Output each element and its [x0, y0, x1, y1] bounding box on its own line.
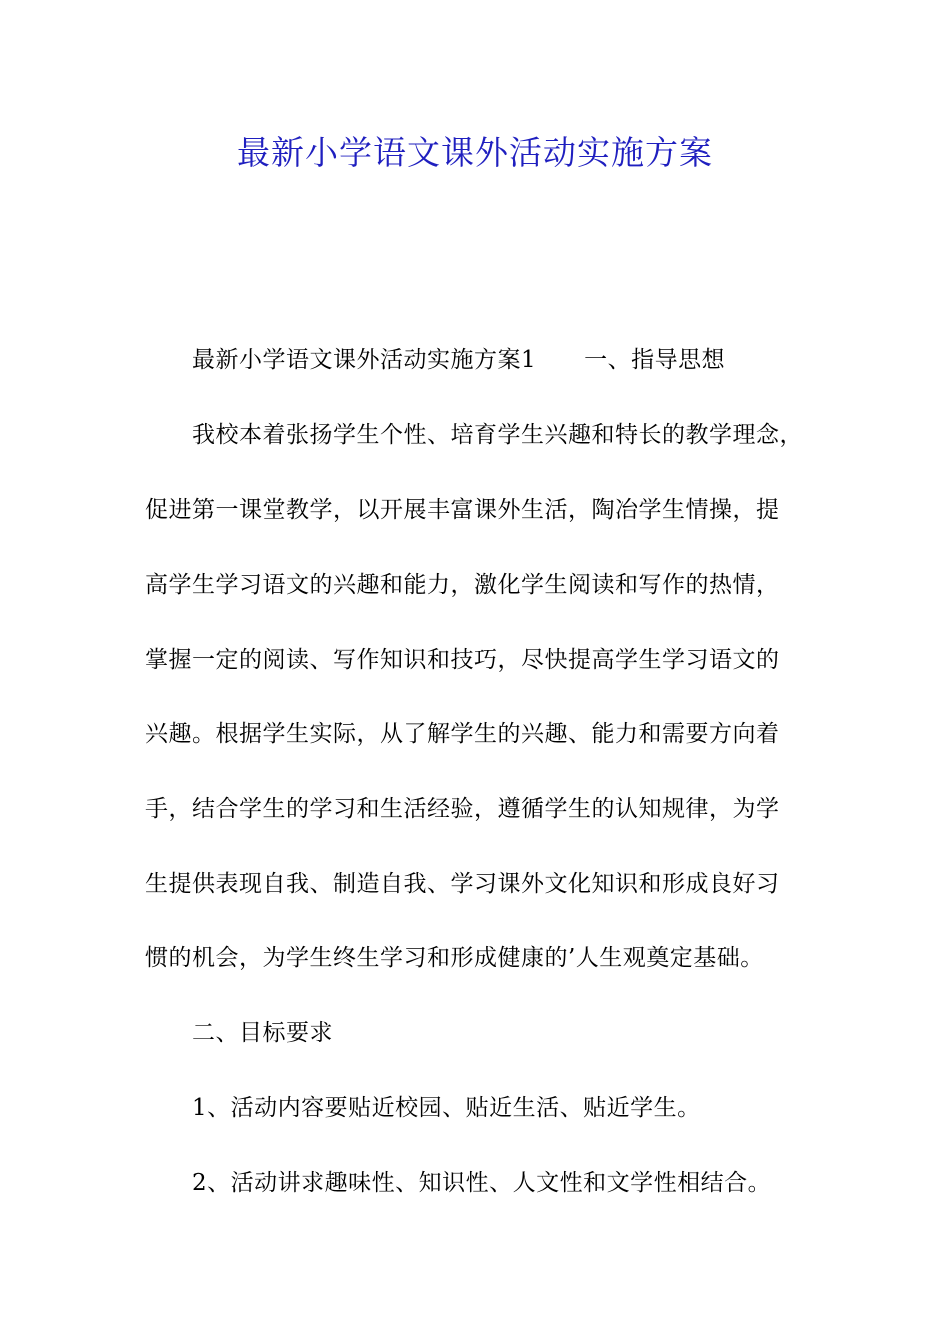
- subtitle-line: [192, 342, 872, 378]
- paragraph1-line-7: 生提供表现自我、制造自我、学习课外文化知识和形成良好习: [145, 871, 780, 897]
- paragraph1-line-3: 高学生学习语文的兴趣和能力，激化学生阅读和写作的热情，: [145, 572, 780, 598]
- list-item-1: 1、活动内容要贴近校园、贴近生活、贴近学生。: [192, 1095, 701, 1121]
- section2-heading: 二、目标要求: [192, 1020, 333, 1046]
- paragraph1-line-2: 促进第一课堂教学，以开展丰富课外生活，陶冶学生情操，提: [145, 497, 780, 523]
- paragraph1-line-5: 兴趣。根据学生实际，从了解学生的兴趣、能力和需要方向着: [145, 721, 780, 747]
- section1-heading: 一、指导思想: [584, 347, 726, 373]
- document-subtitle: 最新小学语文课外活动实施方案1: [192, 347, 537, 373]
- paragraph1-line-1: 我校本着张扬学生个性、培育学生兴趣和特长的教学理念，: [192, 422, 803, 448]
- list-item-2: 2、活动讲求趣味性、知识性、人文性和文学性相结合。: [192, 1170, 772, 1196]
- paragraph1-line-6: 手，结合学生的学习和生活经验，遵循学生的认知规律，为学: [145, 796, 780, 822]
- document-title: 最新小学语文课外活动实施方案: [237, 133, 713, 172]
- paragraph1-line-4: 掌握一定的阅读、写作知识和技巧，尽快提高学生学习语文的: [145, 647, 780, 673]
- paragraph1-line-8: 惯的机会，为学生终生学习和形成健康的’人生观奠定基础。: [145, 945, 764, 971]
